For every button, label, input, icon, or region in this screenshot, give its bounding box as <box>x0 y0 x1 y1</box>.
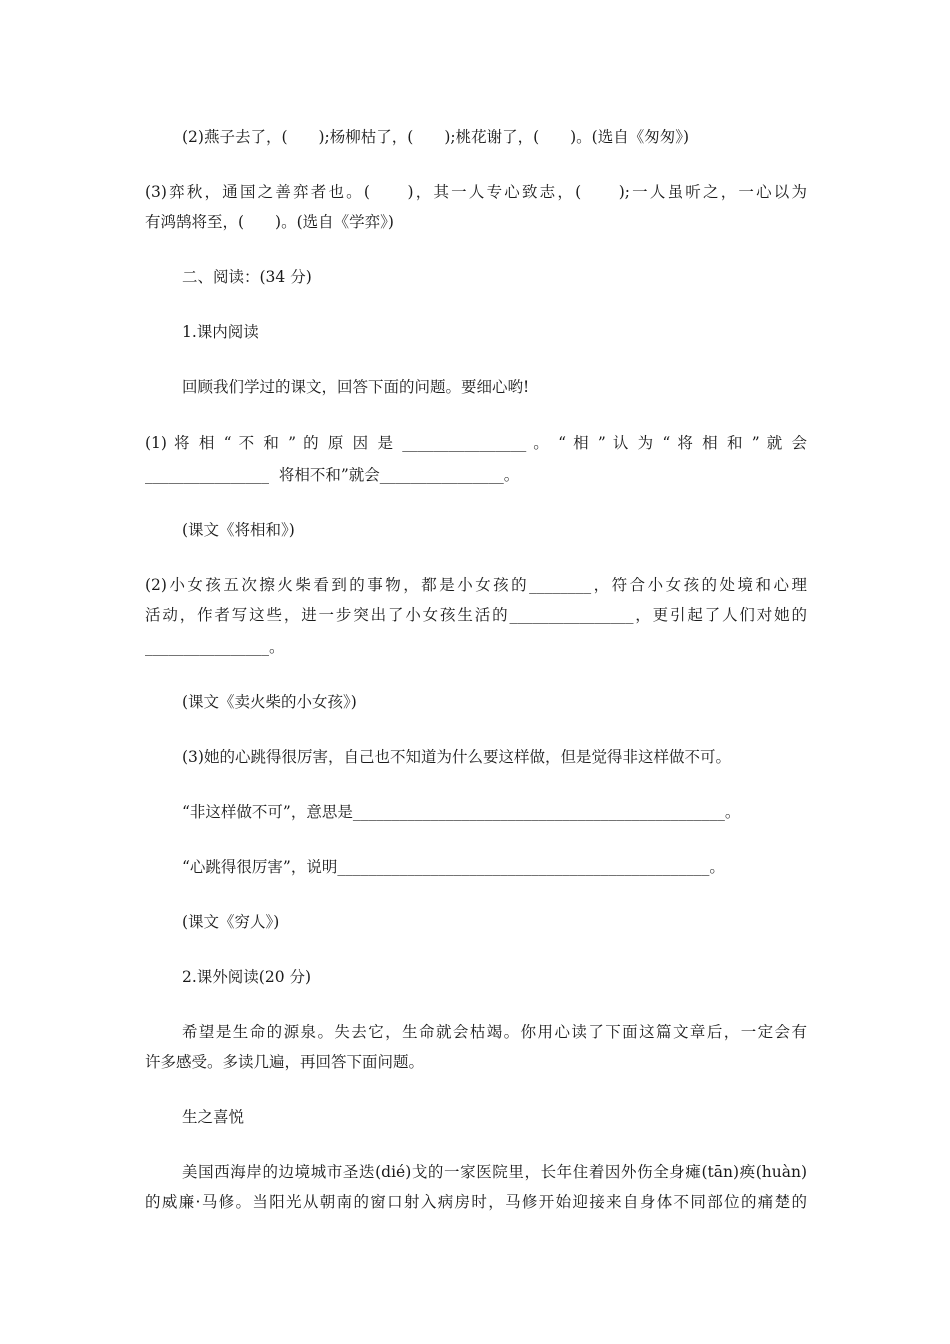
fill-blank-item-2: (2)燕子去了，( );杨柳枯了，( );桃花谢了，( )。(选自《匆匆》) <box>182 128 690 146</box>
source-poor-people: (课文《穷人》) <box>182 913 280 931</box>
source-match-girl: (课文《卖火柴的小女孩》) <box>182 693 357 711</box>
fill-blank-item-3-line1: (3)弈秋，通国之善弈者也。( )，其一人专心致志，( );一人虽听之，一心以为 <box>145 183 807 201</box>
intro-paragraph-line1: 希望是生命的源泉。失去它，生命就会枯竭。你用心读了下面这篇文章后，一定会有 <box>182 1023 807 1041</box>
question-2-line2: 活动，作者写这些，进一步突出了小女孩生活的________________，更引起了人们对她的 <box>145 606 807 624</box>
question-2-line3: ________________。 <box>145 638 285 656</box>
question-3-text: (3)她的心跳得很厉害，自己也不知道为什么要这样做，但是觉得非这样做不可。 <box>182 748 731 766</box>
source-jiangxianghe: (课文《将相和》) <box>182 521 295 539</box>
instruction-text: 回顾我们学过的课文，回答下面的问题。要细心哟! <box>182 378 530 396</box>
subsection-heading-in-class: 1.课内阅读 <box>182 323 259 341</box>
article-paragraph-line1: 美国西海岸的边境城市圣迭(dié)戈的一家医院里，长年住着因外伤全身瘫(tān)痪(huàn) <box>182 1163 807 1181</box>
question-1-line2: ________________ 将相不和”就会________________。 <box>145 466 520 484</box>
question-2-line1: (2)小女孩五次擦火柴看到的事物，都是小女孩的________，符合小女孩的处境和心理 <box>145 576 807 594</box>
article-title: 生之喜悦 <box>182 1108 245 1126</box>
question-3-blank-b: “心跳得很厉害”，说明________________________________________________。 <box>182 858 725 876</box>
intro-paragraph-line2: 许多感受。多读几遍，再回答下面问题。 <box>145 1053 425 1071</box>
question-3-blank-a: “非这样做不可”，意思是________________________________________________。 <box>182 803 741 821</box>
question-1-line1: (1) 将 相 “ 不 和 ” 的 原 因 是 ________________ 。 “ 相 ” 认 为 “ 将 相 和 ” 就 会 <box>145 434 807 452</box>
article-paragraph-line2: 的威廉·马修。当阳光从朝南的窗口射入病房时，马修开始迎接来自身体不同部位的痛楚的 <box>145 1193 807 1211</box>
section-heading-reading: 二、阅读：(34 分) <box>182 268 312 286</box>
subsection-heading-extracurricular: 2.课外阅读(20 分) <box>182 968 312 986</box>
fill-blank-item-3-line2: 有鸿鹄将至，( )。(选自《学弈》) <box>145 213 394 231</box>
